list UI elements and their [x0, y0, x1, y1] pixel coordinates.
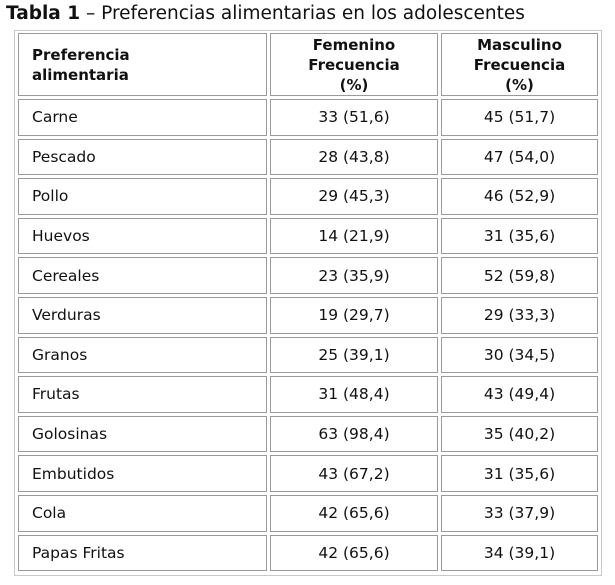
- header-food-preference: [18, 33, 267, 96]
- table-row: [18, 535, 598, 572]
- table-row: [18, 178, 598, 215]
- food-cell: Huevos: [18, 218, 267, 255]
- table-row: [18, 139, 598, 176]
- table-row: [18, 455, 598, 492]
- caption-text: – Preferencias alimentarias en los adolescentes: [80, 3, 525, 24]
- female-value-cell: 63 (98,4): [270, 416, 438, 453]
- female-value-cell: 19 (29,7): [270, 297, 438, 334]
- header-male-line-3: (%): [505, 75, 534, 94]
- header-food-line-2: alimentaria: [32, 65, 129, 84]
- female-value-cell: 14 (21,9): [270, 218, 438, 255]
- table-row: [18, 297, 598, 334]
- header-female-line-3: (%): [339, 75, 369, 94]
- caption-label: Tabla 1: [6, 3, 81, 24]
- male-value-cell: 34 (39,1): [441, 535, 598, 572]
- male-value-cell: 29 (33,3): [441, 297, 598, 334]
- food-cell: Papas Fritas: [18, 535, 267, 572]
- food-cell: Frutas: [18, 376, 267, 413]
- food-cell: Pescado: [18, 139, 267, 176]
- table-header-row: [18, 33, 598, 96]
- food-cell: Cereales: [18, 257, 267, 294]
- female-value-cell: 29 (45,3): [270, 178, 438, 215]
- male-value-cell: 31 (35,6): [441, 455, 598, 492]
- header-food-line-1: Preferencia: [32, 45, 130, 64]
- table-row: [18, 416, 598, 453]
- table-row: [18, 376, 598, 413]
- header-male: [441, 33, 598, 96]
- male-value-cell: 33 (37,9): [441, 495, 598, 532]
- food-cell: Pollo: [18, 178, 267, 215]
- header-male-line-2: Frecuencia: [473, 55, 566, 74]
- male-value-cell: 35 (40,2): [441, 416, 598, 453]
- table-row: [18, 257, 598, 294]
- male-value-cell: 45 (51,7): [441, 99, 598, 136]
- table-row: [18, 99, 598, 136]
- female-value-cell: 31 (48,4): [270, 376, 438, 413]
- food-cell: Cola: [18, 495, 267, 532]
- table-row: [18, 337, 598, 374]
- header-female-line-2: Frecuencia: [308, 55, 400, 74]
- female-value-cell: 23 (35,9): [270, 257, 438, 294]
- female-value-cell: 33 (51,6): [270, 99, 438, 136]
- food-cell: Granos: [18, 337, 267, 374]
- male-value-cell: 43 (49,4): [441, 376, 598, 413]
- food-preferences-table: [15, 30, 601, 574]
- female-value-cell: 43 (67,2): [270, 455, 438, 492]
- male-value-cell: 30 (34,5): [441, 337, 598, 374]
- food-cell: Verduras: [18, 297, 267, 334]
- food-cell: Carne: [18, 99, 267, 136]
- header-female: [270, 33, 438, 96]
- male-value-cell: 46 (52,9): [441, 178, 598, 215]
- male-value-cell: 52 (59,8): [441, 257, 598, 294]
- food-cell: Embutidos: [18, 455, 267, 492]
- header-male-line-1: Masculino: [477, 35, 562, 54]
- male-value-cell: 47 (54,0): [441, 139, 598, 176]
- female-value-cell: 42 (65,6): [270, 495, 438, 532]
- female-value-cell: 42 (65,6): [270, 535, 438, 572]
- male-value-cell: 31 (35,6): [441, 218, 598, 255]
- table-caption: [6, 3, 615, 29]
- food-cell: Golosinas: [18, 416, 267, 453]
- table-row: [18, 218, 598, 255]
- table-row: [18, 495, 598, 532]
- header-female-line-1: Femenino: [312, 35, 396, 54]
- female-value-cell: 25 (39,1): [270, 337, 438, 374]
- female-value-cell: 28 (43,8): [270, 139, 438, 176]
